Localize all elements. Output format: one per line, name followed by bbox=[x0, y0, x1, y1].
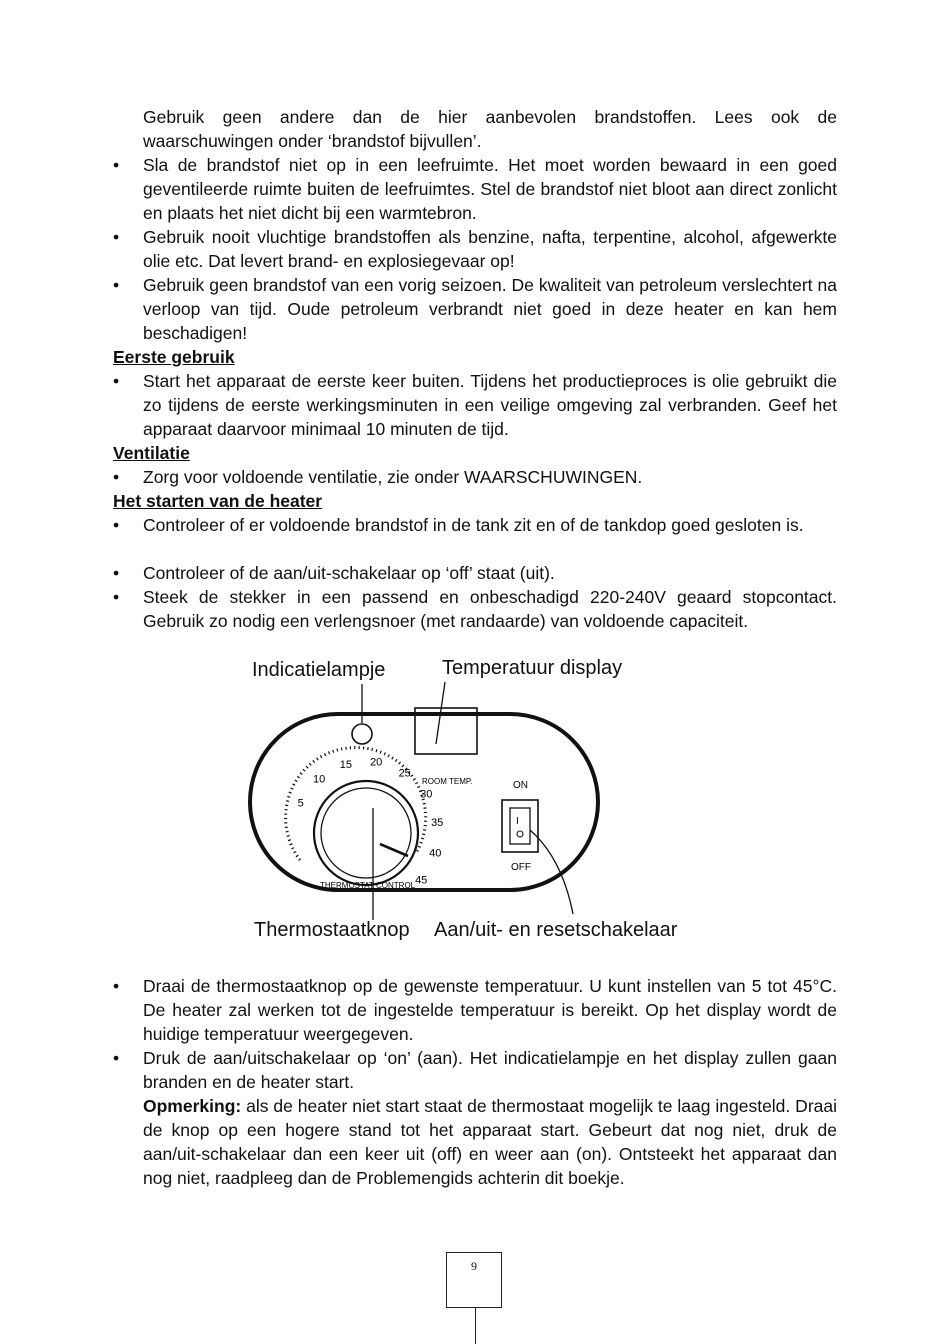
switch-off-label: OFF bbox=[511, 862, 531, 873]
switch-on-label: ON bbox=[513, 780, 528, 791]
dial-number: 5 bbox=[297, 797, 304, 810]
list-item: Druk de aan/uitschakelaar op ‘on’ (aan). Het indicatielampje en het display zullen gaan branden en de heater start. bbox=[143, 1048, 837, 1092]
label-indicator-lamp: Indicatielampje bbox=[252, 659, 386, 681]
label-temperature-display: Temperatuur display bbox=[442, 657, 623, 679]
dial-number: 15 bbox=[339, 758, 353, 771]
bullet-dot: • bbox=[113, 515, 120, 535]
dial-number: 30 bbox=[420, 788, 433, 801]
room-temp-label: ROOM TEMP. bbox=[422, 777, 473, 786]
switch-o-mark bbox=[517, 831, 523, 837]
page-number-stem bbox=[475, 1308, 476, 1344]
list-item: Draai de thermostaatknop op de gewenste temperatuur. U kunt instellen van 5 tot 45°C. De heater zal werken tot de ingestelde temperatuur is bereikt. Op het display wordt de huidige temperatuur weergegeven. bbox=[143, 976, 837, 1044]
bullet-dot: • bbox=[113, 371, 120, 391]
switch-i-mark: I bbox=[516, 816, 519, 827]
panel-drawing bbox=[240, 648, 720, 958]
heading-start-heater: Het starten van de heater bbox=[113, 491, 323, 511]
bullet-dot: • bbox=[113, 563, 120, 583]
dial-number: 20 bbox=[370, 756, 383, 769]
bullet-dot: • bbox=[113, 587, 120, 607]
list-item: Gebruik geen brandstof van een vorig seizoen. De kwaliteit van petroleum verslechtert na verloop van tijd. Oude petroleum verbrandt niet goed in deze heater en kan hem beschadigen! bbox=[143, 275, 837, 343]
list-item: Zorg voor voldoende ventilatie, zie onder WAARSCHUWINGEN. bbox=[143, 467, 643, 487]
note-text: als de heater niet start staat de thermostaat mogelijk te laag ingesteld. Draai de knop op een hogere stand tot het apparaat start. Gebeurt dat nog niet, druk de aan/uit-schakelaar dan een keer uit (off) en weer aan (on). Ontsteekt het apparaat dan nog niet, raadpleeg dan de Problemengids achterin dit boekje. bbox=[143, 1096, 837, 1188]
bullet-dot: • bbox=[113, 155, 120, 175]
dial-scale-ticks bbox=[286, 748, 426, 860]
list-item: Controleer of er voldoende brandstof in de tank zit en of de tankdop goed gesloten is. bbox=[143, 515, 804, 535]
dial-number: 40 bbox=[429, 847, 442, 860]
list-item: Controleer of de aan/uit-schakelaar op ‘off’ staat (uit). bbox=[143, 563, 555, 583]
list-item: Steek de stekker in een passend en onbeschadigd 220-240V geaard stopcontact. Gebruik zo nodig een verlengsnoer (met randaarde) van voldoende capaciteit. bbox=[143, 587, 837, 631]
heading-first-use: Eerste gebruik bbox=[113, 347, 235, 367]
list-item: Start het apparaat de eerste keer buiten. Tijdens het productieproces is olie gebruikt die zo tijdens de eerste werkingsminuten in een veilige omgeving zal verbranden. Geef het apparaat daarvoor minimaal 10 minuten de tijd. bbox=[143, 371, 837, 439]
list-item: Gebruik nooit vluchtige brandstoffen als benzine, nafta, terpentine, alcohol, afgewerkte olie etc. Dat levert brand- en explosiegevaar op! bbox=[143, 227, 837, 271]
note-label: Opmerking: bbox=[143, 1096, 242, 1116]
list-item: Sla de brandstof niet op in een leefruimte. Het moet worden bewaard in een goed geventileerde ruimte buiten de leefruimtes. Stel de brandstof niet bloot aan direct zonlicht en plaats het niet dicht bij een warmtebron. bbox=[143, 155, 837, 223]
dial-pointer bbox=[380, 844, 408, 856]
bullet-dot: • bbox=[113, 976, 120, 996]
thermostat-control-label: THERMOSTAT CONTROL bbox=[320, 881, 416, 890]
indicator-lamp-icon bbox=[352, 724, 372, 744]
heading-ventilation: Ventilatie bbox=[113, 443, 190, 463]
dial-number: 10 bbox=[312, 773, 326, 786]
dial-number: 25 bbox=[398, 767, 411, 780]
rocker-switch-icon bbox=[510, 808, 530, 844]
note-paragraph bbox=[143, 1094, 837, 1190]
bullet-dot: • bbox=[113, 1048, 120, 1068]
bullet-dot: • bbox=[113, 467, 120, 487]
intro-paragraph: Gebruik geen andere dan de hier aanbevolen brandstoffen. Lees ook de waarschuwingen onder ‘brandstof bijvullen’. bbox=[143, 107, 837, 151]
dial-number: 45 bbox=[415, 874, 428, 887]
page-number-box bbox=[446, 1252, 502, 1308]
bullet-dot: • bbox=[113, 275, 120, 295]
control-panel-diagram bbox=[240, 648, 720, 958]
label-thermostat-knob: Thermostaatknop bbox=[254, 919, 410, 941]
bullet-dot: • bbox=[113, 227, 120, 247]
label-reset-switch: Aan/uit- en resetschakelaar bbox=[434, 919, 678, 941]
dial-number: 35 bbox=[431, 817, 444, 829]
page-number: 9 bbox=[471, 1259, 477, 1273]
